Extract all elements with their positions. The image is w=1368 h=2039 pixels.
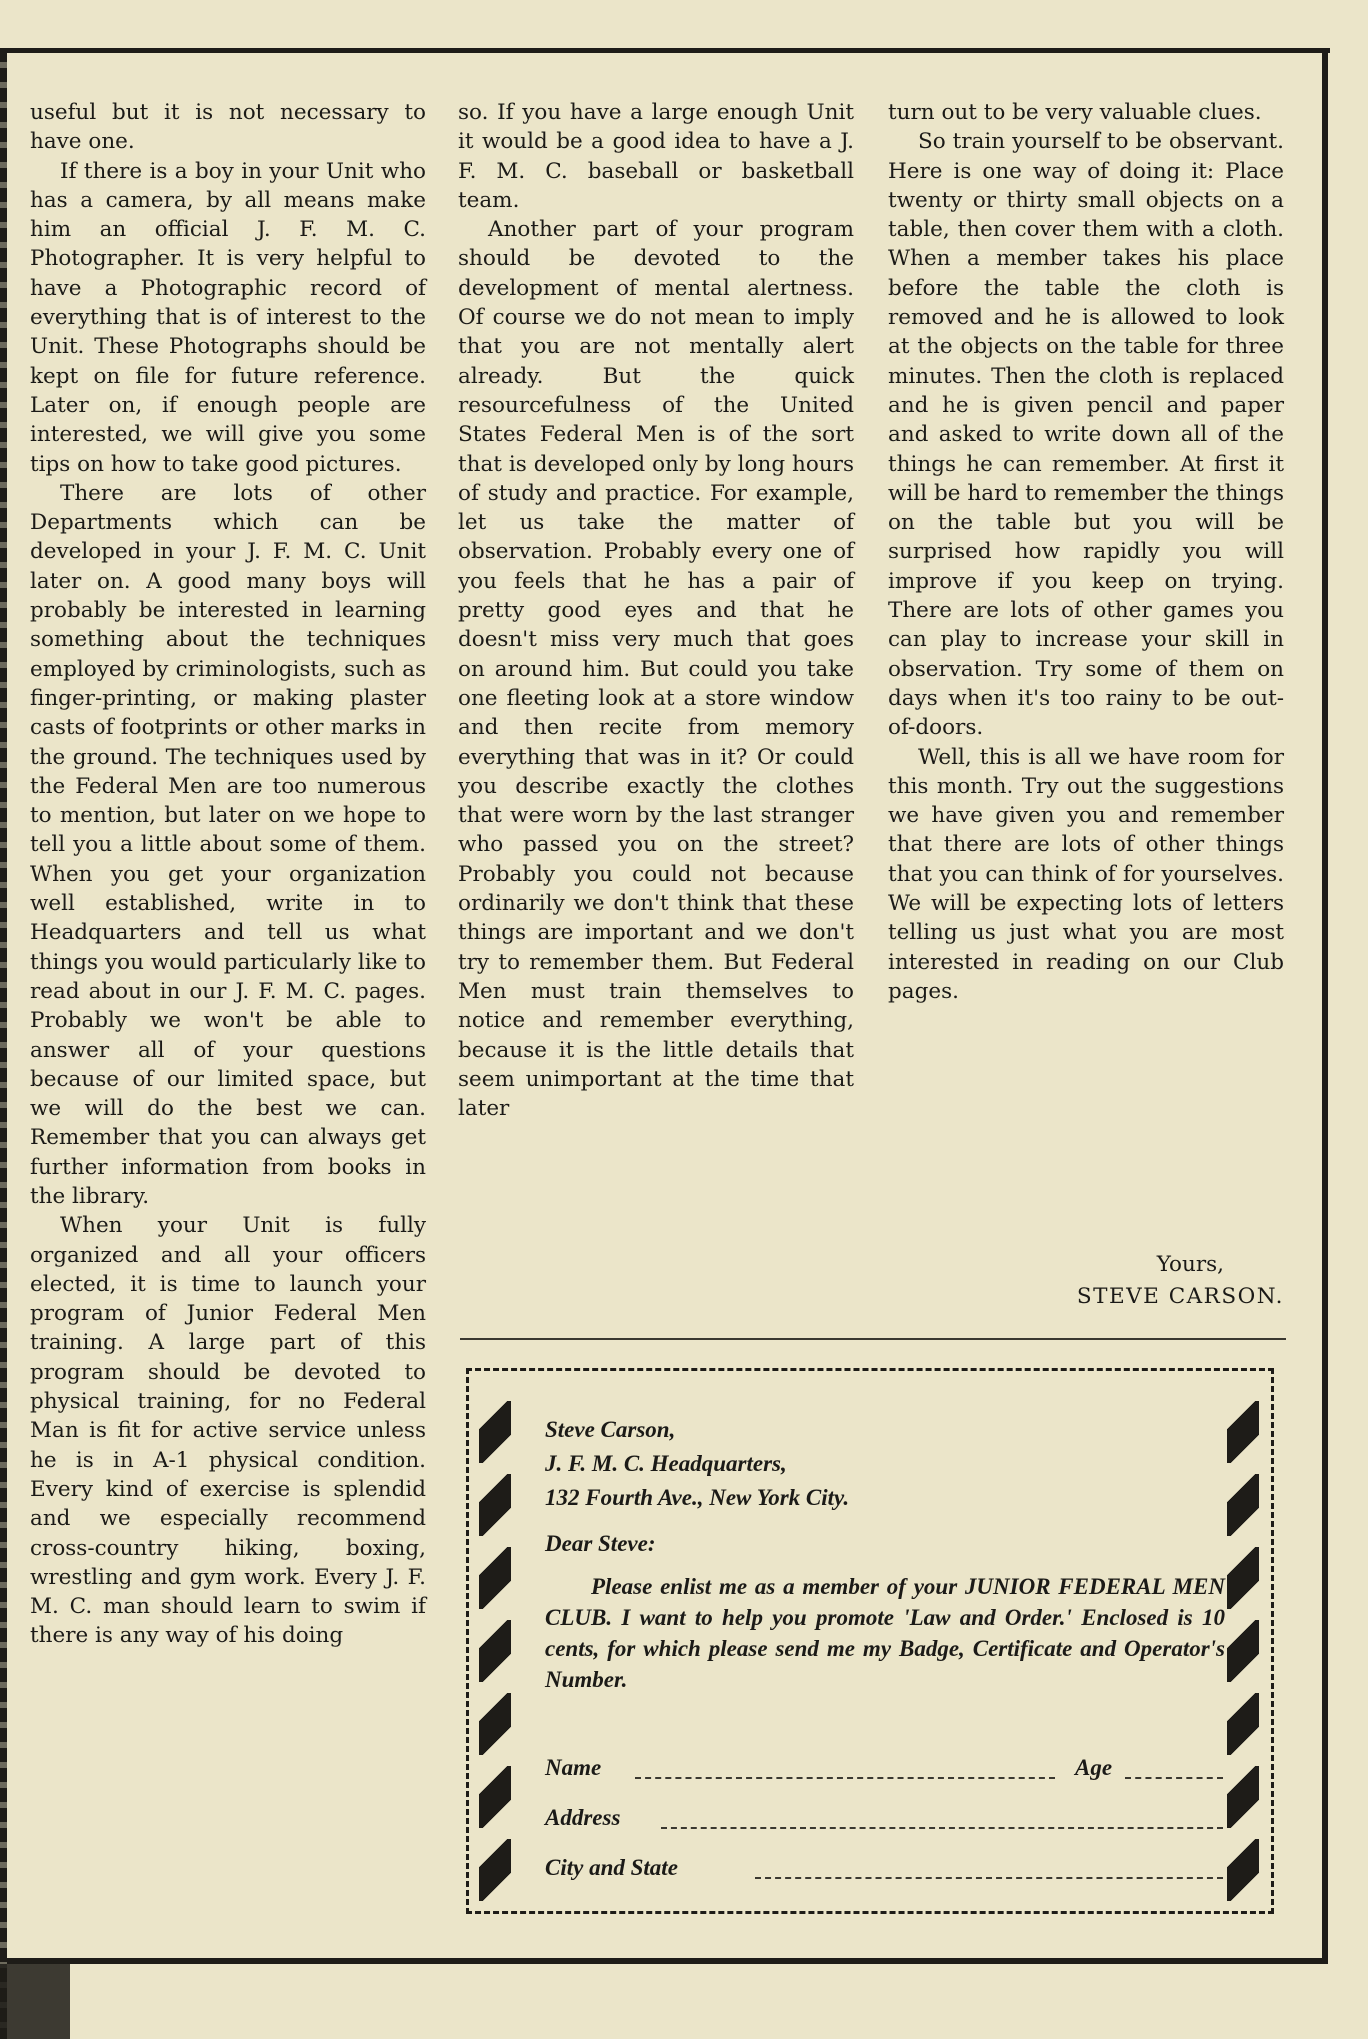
coupon-stripe-border-right: [1227, 1401, 1259, 1901]
section-divider: [460, 1338, 1286, 1340]
page-border-top: [0, 48, 1330, 53]
article-column-2: [458, 98, 854, 1123]
corner-mark: [0, 1964, 70, 2039]
coupon-letter: [545, 1413, 1225, 1695]
signature-name: STEVE CARSON.: [1076, 1284, 1284, 1309]
city-state-field[interactable]: [755, 1876, 1223, 1879]
name-field[interactable]: [635, 1776, 1055, 1779]
paragraph: If there is a boy in your Unit who has a camera, by all means make him an official J. F. M. C. Photographer. It is very helpful to have a Photographic record of everything that is of interest to the Unit. These Photographs should be kept on file for future reference. Later on, if enough people are interested, we will give you some tips on how to take good pictures.: [30, 158, 426, 477]
paragraph: Another part of your program should be devoted to the development of mental alertness. Of course we do not mean to imply that you are not mentally alert already. But the quick resourcefulness of the United States Federal Men is of the sort that is developed only by long hours of study and practice. For example, let us take the matter of observation. Probably every one of you feels that he has a pair of pretty good eyes and that he doesn't miss very much that goes on around him. But could you take one fleeting look at a store window and then recite from memory everything that was in it? Or could you describe exactly the clothes that were worn by the last stranger who passed you on the street? Probably you could not because ordinarily we don't think that these things are important and we don't try to remember them. But Federal Men must train themselves to notice and remember everything, because it is the little details that seem unimportant at the time that later: [458, 217, 854, 1122]
page-border-right: [1322, 48, 1328, 1963]
article-column-3: [888, 98, 1284, 1006]
paragraph: turn out to be very valuable clues.: [888, 100, 1262, 125]
paragraph: useful but it is not necessary to have one.: [30, 100, 426, 155]
address-field[interactable]: [661, 1826, 1223, 1829]
name-label: Name: [545, 1755, 602, 1780]
coupon-address-line: 132 Fourth Ave., New York City.: [545, 1485, 850, 1510]
membership-coupon[interactable]: [466, 1368, 1274, 1914]
paragraph: There are lots of other Departments which can be developed in your J. F. M. C. Unit later on. A good many boys will probably be interested in learning something about the techniques employed by criminologists, such as finger-printing, or making plaster casts of footprints or other marks in the ground. The techniques used by the Federal Men are too numerous to mention, but later on we hope to tell you a little about some of them. When you get your organization well established, write in to Headquarters and tell us what things you would particularly like to read about in our J. F. M. C. pages. Probably we won't be able to answer all of your questions because of our limited space, but we will do the best we can. Remember that you can always get further information from books in the library.: [30, 480, 426, 1209]
page-border-bottom: [0, 1958, 1328, 1964]
name-age-row: [545, 1751, 1225, 1785]
age-label: Age: [1075, 1755, 1113, 1780]
address-label: Address: [545, 1805, 621, 1830]
age-field[interactable]: [1125, 1776, 1223, 1779]
city-state-label: City and State: [545, 1855, 678, 1880]
article-column-1: [30, 98, 426, 1651]
coupon-greeting: Dear Steve:: [545, 1531, 656, 1556]
coupon-stripe-border-left: [479, 1401, 511, 1901]
coupon-address-line: Steve Carson,: [545, 1417, 676, 1442]
page-binding-edge: [0, 48, 7, 2039]
paragraph: so. If you have a large enough Unit it would be a good idea to have a J. F. M. C. baseball or basketball team.: [458, 100, 854, 213]
city-state-row: [545, 1851, 1225, 1885]
address-row: [545, 1801, 1225, 1835]
paragraph: When your Unit is fully organized and all your officers elected, it is time to launch your program of Junior Federal Men training. A large part of this program should be devoted to physical training, for no Federal Man is fit for active service unless he is in A-1 physical condition. Every kind of exercise is splendid and we especially recommend cross-country hiking, boxing, wrestling and gym work. Every J. F. M. C. man should learn to swim if there is any way of his doing: [30, 1213, 426, 1649]
coupon-body: Please enlist me as a member of your JUNIOR FEDERAL MEN CLUB. I want to help you promote 'Law and Order.' Enclosed is 10 cents, for which please send me my Badge, Certificate and Operator's Number.: [545, 1574, 1225, 1692]
paragraph: So train yourself to be observant. Here is one way of doing it: Place twenty or thirty small objects on a table, then cover them with a cloth. When a member takes his place before the table the cloth is removed and he is allowed to look at the objects on the table for three minutes. Then the cloth is replaced and he is given pencil and paper and asked to write down all of the things he can remember. At first it will be hard to remember the things on the table but you will be surprised how rapidly you will improve if you keep on trying. There are lots of other games you can play to increase your skill in observation. Try some of them on days when it's too rainy to be out-of-doors.: [888, 129, 1284, 741]
signature-closing: Yours,: [1156, 1252, 1224, 1277]
paragraph: Well, this is all we have room for this month. Try out the suggestions we have given you and remember that there are lots of other things that you can think of for yourselves. We will be expecting lots of letters telling us just what you are most interested in reading on our Club pages.: [888, 744, 1284, 1004]
coupon-address-line: J. F. M. C. Headquarters,: [545, 1451, 787, 1476]
